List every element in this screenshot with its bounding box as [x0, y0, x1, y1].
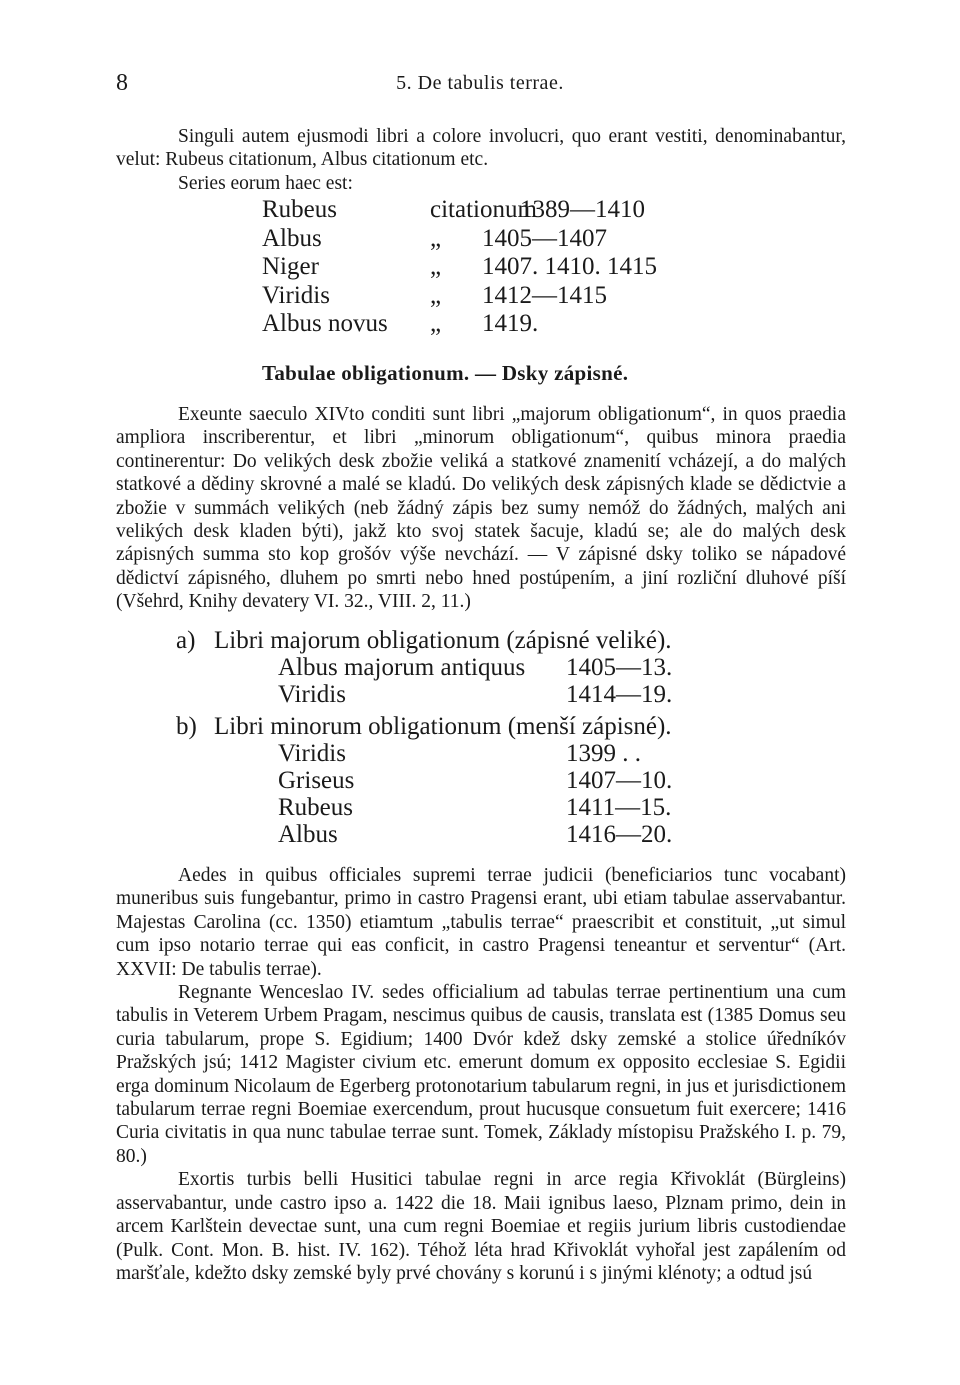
ditto-mark: „	[430, 253, 442, 280]
ditto-mark: „	[430, 224, 442, 252]
series-row	[262, 310, 657, 339]
book-years: 1416—20.	[566, 820, 673, 848]
book-years: 1405—13.	[566, 653, 673, 681]
book-years: 1414—19.	[566, 680, 673, 708]
obligations-paragraph: Exeunte saeculo XIVto conditi sunt libri „majorum obligationum“, in quos praedia ampliora inscriberentur, et libri „minorum obligationum“, quibus minora praedia continerentur: Do velikých desk zbožie veliká a statkové znamenití vcházejí, a do malých statkové a dědiny skrovné a malé se kladú. Do velikých desk zápisných klade se dědictvie a zbožie v summách velikých (neb žádný zápis bez sumy nemóž do žádných, malých ani velikých desk kladen býti), jakž kto svoj statek šacuje, kladú se; ale do malých desk zápisných summa sto kop grošóv výše nevchází. — V zápisné dsky toliko se nápadové dědictví zápisného, dluhem po smrti nebo hned postúpením, a jiní rozliční dluhové píší (Všehrd, Knihy devatery VI. 32., VIII. 2, 11.)	[116, 404, 846, 613]
group-title: Libri minorum obligationum (menší zápisné).	[214, 713, 672, 741]
running-title: 5. De tabulis terrae.	[396, 72, 564, 94]
series-years: 1405—1407	[482, 224, 607, 252]
group-a-title	[176, 628, 672, 655]
book-name: Viridis	[278, 740, 346, 768]
obligation-row	[176, 822, 672, 849]
book-name: Albus majorum antiquus	[278, 653, 526, 681]
obligation-row	[176, 655, 672, 682]
husitici-paragraph: Exortis turbis belli Husitici tabulae regni in arce regia Křivoklát (Bürgleins) asservabantur, unde castro ipso a. 1422 die 18. Maii ignibus laeso, Plznam primo, dein in arcem Karlštein devectae sunt, una cum regni Boemiae et regiis jurium libris custodiendae (Pulk. Cont. Mon. B. hist. IV. 162). Téhož léta hrad Křivoklát vyhořal jest zapálením od maršťale, kdežto dsky zemské byly prvé chovány s korunú i s jinými klénoty; a odtud jsú	[116, 1169, 846, 1284]
intro-paragraph: Singuli autem ejusmodi libri a colore involucri, quo erant vestiti, denominabantur, velut: Rubeus citationum, Albus citationum etc.	[116, 126, 846, 171]
closing-text	[116, 864, 846, 1285]
series-years: 1407. 1410. 1415	[482, 253, 657, 280]
book-name: Griseus	[278, 766, 355, 794]
obligation-row	[176, 795, 672, 822]
aedes-paragraph: Aedes in quibus officiales supremi terrae judicii (beneficiarios tunc vocabant) muneribus suis fungebantur, primo in castro Pragensi erant, ubi etiam tabulae asservabantur. Majestas Carolina (cc. 1350) etiamtum „tabulis terrae“ praescribit et constituit, „ut simul cum ipso notario terrae qui eas conficit, in castro Pragensi teneantur et serventur“ (Art. XXVII: De tabulis terrae).	[116, 865, 846, 980]
series-name: Albus	[262, 224, 322, 252]
series-kind: citationum	[430, 196, 537, 223]
ditto-mark: „	[430, 281, 442, 309]
obligation-row	[176, 682, 672, 709]
obligations-text	[116, 403, 846, 614]
book-years: 1407—10.	[566, 766, 673, 794]
series-years: 1419.	[482, 310, 539, 337]
series-name: Rubeus	[262, 196, 337, 223]
series-name: Viridis	[262, 281, 330, 309]
book-name: Albus	[278, 820, 338, 848]
group-title: Libri majorum obligationum (zápisné veliké).	[214, 627, 672, 654]
group-b-title	[176, 714, 672, 741]
book-years: 1411—15.	[566, 793, 672, 821]
series-row	[262, 253, 657, 282]
section-subheading: Tabulae obligationum. — Dsky zápisné.	[262, 361, 629, 385]
series-row	[262, 196, 657, 225]
page-number: 8	[116, 70, 128, 96]
series-row	[262, 225, 657, 254]
series-years: 1389—1410	[520, 196, 645, 223]
series-row	[262, 282, 657, 311]
series-name: Albus novus	[262, 310, 388, 337]
obligation-row	[176, 741, 672, 768]
book-name: Rubeus	[278, 793, 353, 821]
intro-text	[116, 125, 846, 195]
group-letter: b)	[176, 713, 197, 741]
book-years: 1399 . .	[566, 740, 641, 768]
citation-series-table	[262, 196, 657, 339]
series-name: Niger	[262, 253, 319, 280]
obligation-row	[176, 768, 672, 795]
book-name: Viridis	[278, 680, 346, 708]
obligations-list	[176, 628, 672, 848]
ditto-mark: „	[430, 310, 442, 337]
page-header	[116, 70, 844, 100]
wenceslao-paragraph: Regnante Wenceslao IV. sedes officialium ad tabulas terrae pertinentium una cum tabulis in Veterem Urbem Pragam, nescimus quibus de causis, translata est (1385 Domus seu curia tabularum, prope S. Egidium; 1400 Dvór kdež dsky zemské a stolice úředníkóv Pražských jsú; 1412 Magister civium etc. emerunt domum ex opposito ecclesiae S. Egidii erga dominum Nicolaum de Egerberg protonotarium tabularum regni, in jus et jurisdictionem tabularum terrae regni Boemiae exercendum, prout hucusque consuetum fuit exercere; 1416 Curia civitatis in qua nunc tabulae terrae sunt. Tomek, Základy místopisu Pražského I. p. 79, 80.)	[116, 982, 846, 1167]
group-letter: a)	[176, 627, 196, 654]
series-years: 1412—1415	[482, 281, 607, 309]
intro-series-line: Series eorum haec est:	[178, 172, 353, 194]
